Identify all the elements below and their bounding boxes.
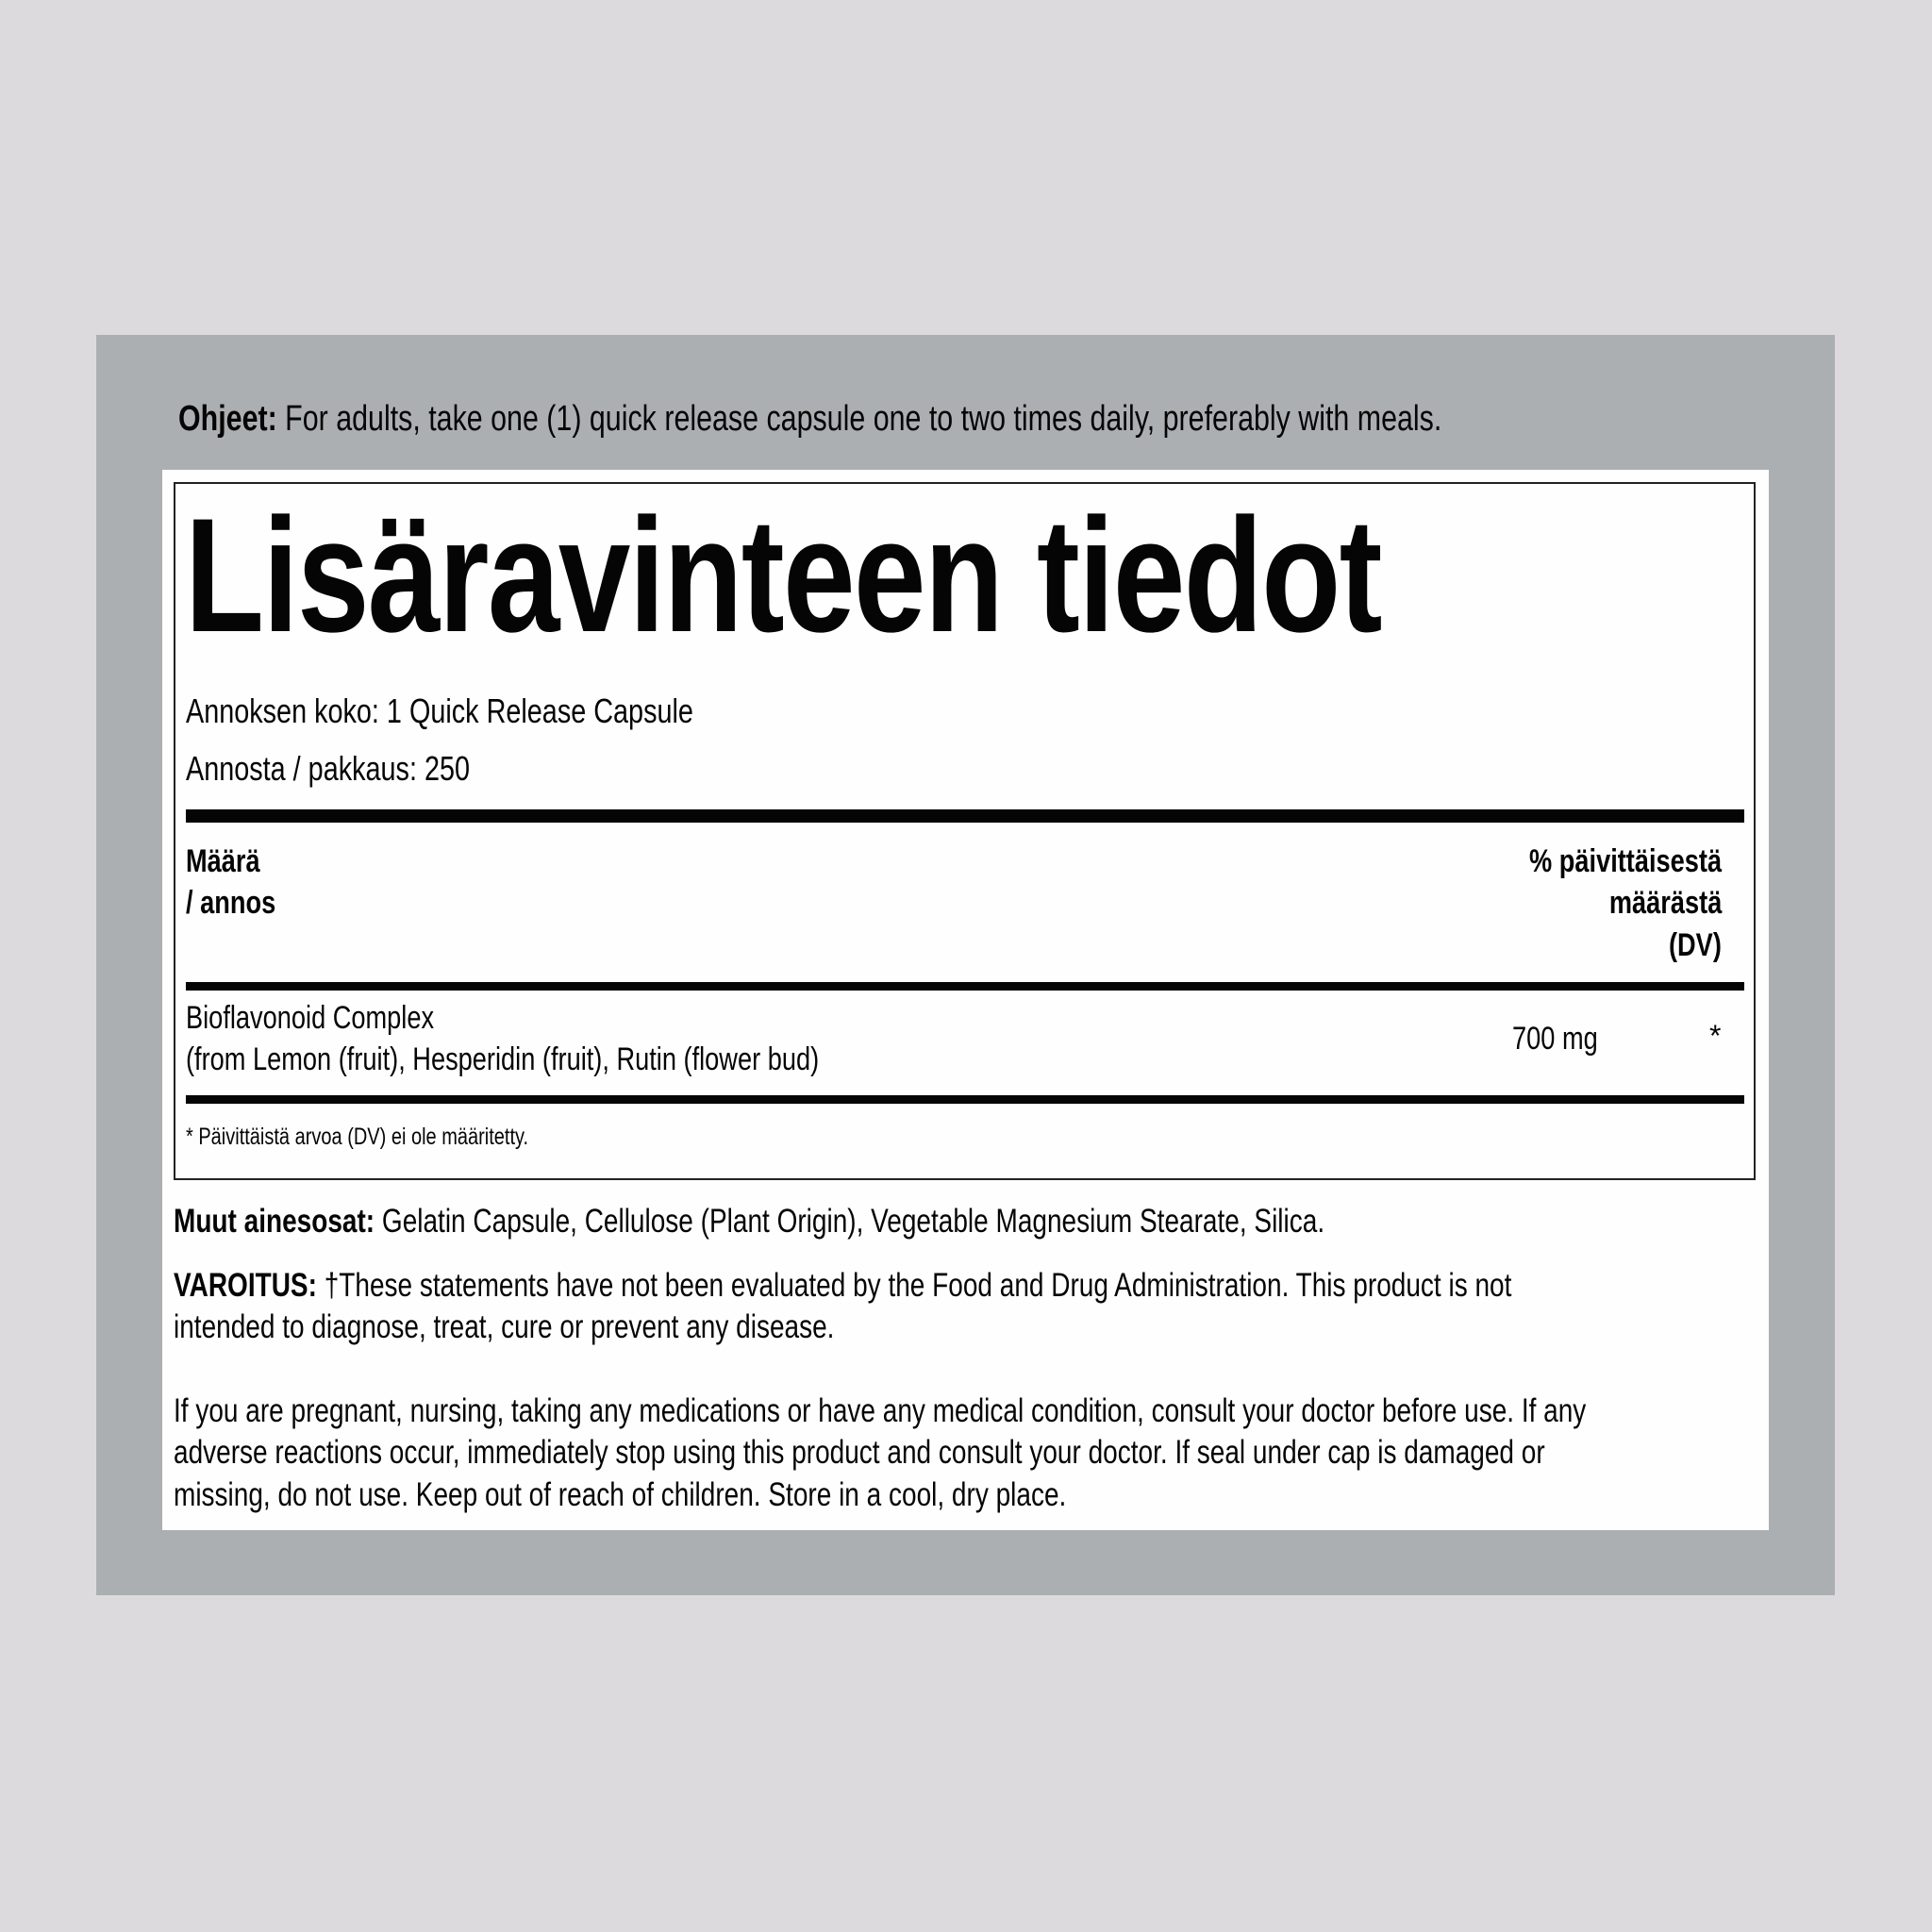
caution-line3: missing, do not use. Keep out of reach of children. Store in a cool, dry place. bbox=[174, 1476, 1067, 1513]
nutrient-source: (from Lemon (fruit), Hesperidin (fruit), Rutin (flower bud) bbox=[186, 1041, 820, 1077]
warning-line1 bbox=[174, 1269, 1511, 1302]
medium-divider bbox=[186, 982, 1744, 991]
caution-line2: adverse reactions occur, immediately stop using this product and consult your doctor. If seal under cap is damaged or bbox=[174, 1434, 1545, 1471]
dv-header-line3: (DV) bbox=[1669, 927, 1722, 963]
warning-text: †These statements have not been evaluated by the Food and Drug Administration. This product is not bbox=[316, 1267, 1512, 1304]
nutrient-dv: * bbox=[1709, 1019, 1722, 1053]
other-ingredients-text: Gelatin Capsule, Cellulose (Plant Origin), Vegetable Magnesium Stearate, Silica. bbox=[375, 1203, 1325, 1240]
bottom-divider bbox=[186, 1095, 1744, 1104]
facts-title: Lisäravinteen tiedot bbox=[185, 485, 1381, 666]
directions bbox=[178, 401, 1441, 437]
amount-header-line1: Määrä bbox=[186, 843, 260, 879]
nutrient-name: Bioflavonoid Complex bbox=[186, 1000, 435, 1036]
directions-label: Ohjeet: bbox=[178, 399, 277, 439]
servings-per-container: Annosta / pakkaus: 250 bbox=[186, 749, 471, 788]
caution-line1: If you are pregnant, nursing, taking any medications or have any medical condition, consult your doctor before use. If any bbox=[174, 1392, 1587, 1429]
warning-label: VAROITUS: bbox=[174, 1267, 317, 1304]
dv-header-line1: % päivittäisestä bbox=[1528, 843, 1722, 879]
warning-line2: intended to diagnose, treat, cure or prevent any disease. bbox=[174, 1308, 835, 1345]
thick-divider bbox=[186, 809, 1744, 823]
amount-header-line2: / annos bbox=[186, 885, 276, 921]
dv-header-line2: määrästä bbox=[1608, 885, 1722, 921]
nutrient-amount: 700 mg bbox=[1512, 1021, 1598, 1057]
serving-size: Annoksen koko: 1 Quick Release Capsule bbox=[186, 691, 693, 730]
directions-text: For adults, take one (1) quick release capsule one to two times daily, preferably with meals. bbox=[276, 399, 1442, 439]
dv-footnote: * Päivittäistä arvoa (DV) ei ole määritetty. bbox=[186, 1124, 529, 1150]
other-ingredients bbox=[174, 1205, 1324, 1238]
other-ingredients-label: Muut ainesosat: bbox=[174, 1203, 375, 1240]
